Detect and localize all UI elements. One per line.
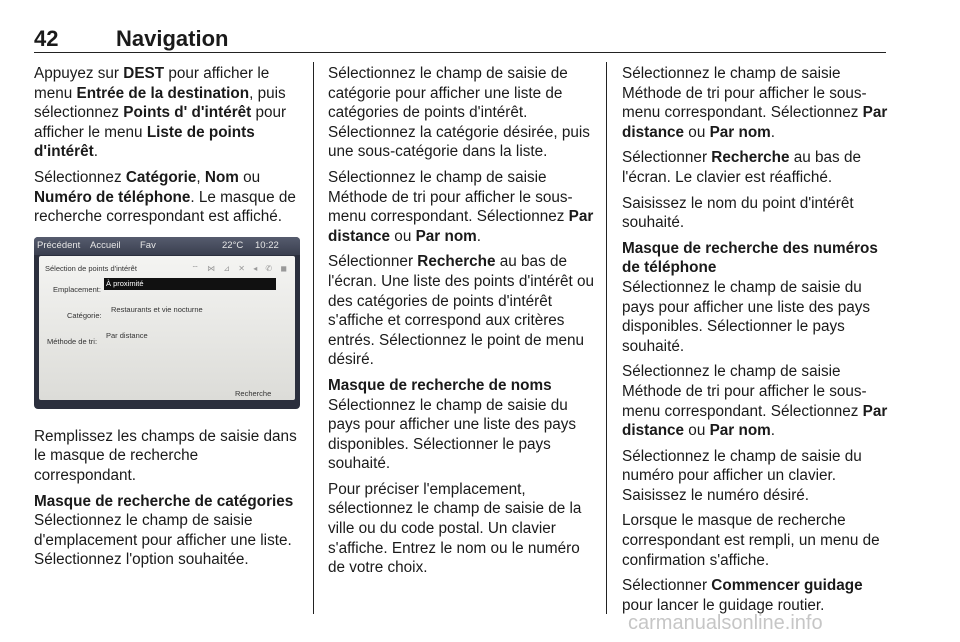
screen-sort-field: Par distance (106, 330, 148, 340)
paragraph: Pour préciser l'emplacement, sélectionnez le champ de saisie de la ville ou du code postal. Un clavier s'affiche. Entrez le nom ou le numéro de votre choix. (328, 480, 582, 577)
paragraph: Sélectionnez le champ de saisie du numéro pour afficher un clavier. Saisissez le numéro désiré. (622, 447, 862, 504)
paragraph: Sélectionnez le champ de saisie Méthode de tri pour afficher le sous-menu correspondant. Sélectionnez Par distance ou Par nom. (622, 363, 888, 440)
paragraph: Sélectionnez le champ de saisie Méthode de tri pour afficher le sous-menu correspondant. Sélectionnez Par distance ou Par nom. (328, 168, 594, 245)
paragraph: Sélectionnez le champ de saisie Méthode de tri pour afficher le sous-menu correspondant. Sélectionnez Par distance ou Par nom. (622, 65, 888, 141)
screen-home-label: Accueil (90, 239, 121, 251)
page-number: 42 (34, 26, 59, 51)
paragraph: Sélectionnez Catégorie, Nom ou Numéro de téléphone. Le masque de recherche correspondant est affiché. (34, 168, 296, 226)
section-heading: Masque de recherche des numéros de téléphone (622, 239, 878, 277)
screen-status-icons: ⌔ ⋈ ⊿ ✕ ◂ ✆ ◼ (191, 263, 290, 273)
paragraph: Saisissez le nom du point d'intérêt souhaité. (622, 194, 854, 232)
screen-back-label: Précédent (37, 239, 81, 251)
column-1 (34, 64, 304, 576)
column-divider-2 (606, 62, 607, 614)
section-heading: Masque de recherche de catégories (34, 492, 294, 510)
paragraph: Appuyez sur DEST pour afficher le menu Entrée de la destination, puis sélectionnez Points d' d'intérêt pour afficher le menu Liste de points d'intérêt. (34, 65, 287, 161)
paragraph: Sélectionnez le champ de saisie d'emplacement pour afficher une liste. Sélectionnez l'option souhaitée. (34, 512, 292, 569)
screen-location-field: À proximité (104, 278, 276, 290)
paragraph: Sélectionner Recherche au bas de l'écran. Le clavier est réaffiché. (622, 149, 861, 186)
screen-title: Sélection de points d'intérêt (45, 263, 137, 273)
paragraph: Sélectionnez le champ de saisie de catégorie pour afficher une liste de catégories de points d'intérêt. Sélectionnez la catégorie désirée, puis une sous-catégorie dans la liste. (328, 65, 590, 161)
paragraph: Sélectionner Commencer guidage pour lancer le guidage routier. (622, 577, 863, 614)
screen-category-field: Restaurants et vie nocturne (111, 304, 203, 314)
poi-search-screenshot (34, 237, 300, 409)
screen-sort-label: Méthode de tri: (47, 336, 98, 346)
screen-time: 10:22 (255, 239, 279, 251)
screen-status-bar (34, 237, 300, 255)
column-divider-1 (313, 62, 314, 614)
screen-location-label: Emplacement: (53, 284, 101, 294)
screen-category-label: Catégorie: (67, 310, 102, 320)
screen-body (39, 256, 295, 400)
paragraph: Sélectionner Recherche au bas de l'écran. Une liste des points d'intérêt ou des catégories de points d'intérêt s'affiche et correspond aux critères entrés. Sélectionnez le point de menu désiré. (328, 253, 595, 369)
column-2 (328, 64, 596, 584)
paragraph: Lorsque le masque de recherche correspondant est rempli, un menu de confirmation s'affiche. (622, 512, 880, 569)
screen-search-button: Recherche (235, 388, 272, 398)
running-title: Navigation (116, 26, 229, 51)
paragraph: Sélectionnez le champ de saisie du pays pour afficher une liste des pays disponibles. Sélectionner le pays souhaité. (622, 278, 871, 355)
page-header (34, 0, 886, 53)
section-heading: Masque de recherche de noms (328, 376, 552, 394)
watermark: carmanualsonline.info (628, 612, 823, 634)
paragraph: Remplissez les champs de saisie dans le masque de recherche correspondant. (34, 427, 297, 484)
column-3 (622, 64, 890, 621)
screen-fav-label: Fav (140, 239, 156, 251)
paragraph: Sélectionnez le champ de saisie du pays pour afficher une liste des pays disponibles. Sélectionner le pays souhaité. (328, 396, 577, 473)
screen-temperature: 22°C (222, 239, 244, 251)
